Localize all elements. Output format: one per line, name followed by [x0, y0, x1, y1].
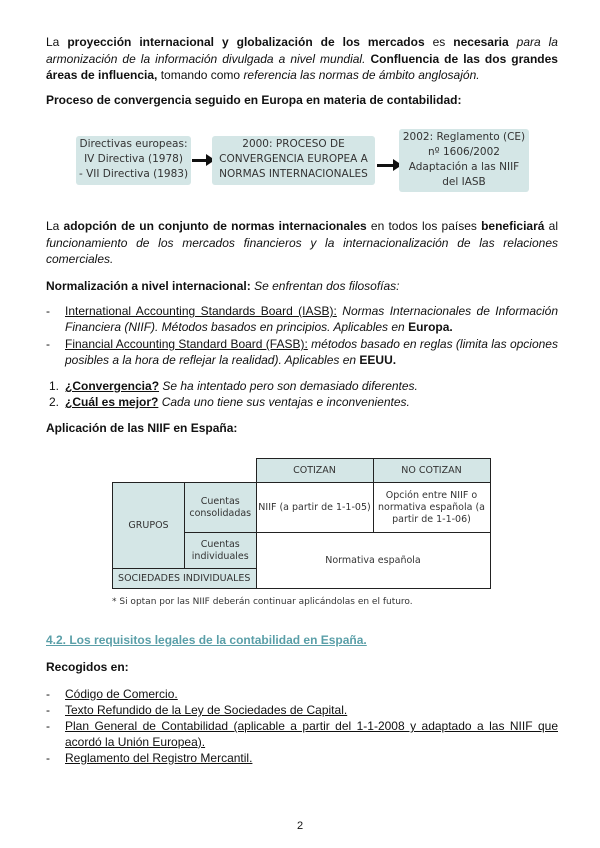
- philosophy-item-fasb: - Financial Accounting Standard Board (FASB): métodos basado en reglas (limita las opciones posibles a la hora de reflejar la realidad). Aplicables en EEUU.: [46, 337, 558, 367]
- philosophy-item-iasb: - International Accounting Standards Board (IASB): Normas Internacionales de Información Financiera (NIIF). Métodos basados en principios. Aplicables en Europa.: [46, 304, 559, 334]
- row-grupos: GRUPOS: [113, 483, 185, 569]
- question-item-2: 2. ¿Cuál es mejor? Cada uno tiene sus ventajas e inconvenientes.: [49, 395, 410, 409]
- cell-opcion: Opción entre NIIF o normativa española (a partir de 1-1-06): [373, 483, 490, 533]
- header-no-cotizan: NO COTIZAN: [373, 459, 490, 483]
- table-footnote: * Si optan por las NIIF deberán continuar aplicándolas en el futuro.: [112, 597, 413, 607]
- law-item: - Reglamento del Registro Mercantil.: [46, 751, 253, 765]
- diagram-arrow-2: [377, 164, 398, 167]
- niif-heading: Aplicación de las NIIF en España:: [46, 421, 238, 435]
- niif-table: [112, 458, 491, 589]
- law-item: - Código de Comercio.: [46, 687, 178, 701]
- empty-cell: [185, 459, 257, 483]
- intro-paragraph: La proyección internacional y globalización de los mercados es necesaria para la armonización de la información divulgada a nivel mundial. Confluencia de las dos grandes áreas de influencia, tomando como referencia las normas de ámbito anglosajón.: [46, 35, 558, 82]
- convergence-heading: Proceso de convergencia seguido en Europa en materia de contabilidad:: [46, 93, 462, 107]
- normalization-line: Normalización a nivel internacional: Se enfrentan dos filosofías:: [46, 279, 400, 293]
- adoption-paragraph: La adopción de un conjunto de normas internacionales en todos los países beneficiará al funcionamiento de los mercados financieros y la internacionalización de las relaciones comerciales.: [46, 219, 558, 266]
- question-item-1: 1. ¿Convergencia? Se ha intentado pero son demasiado diferentes.: [49, 379, 418, 393]
- diagram-arrow-1: [192, 159, 211, 162]
- row-cuentas-consolidadas: Cuentas consolidadas: [185, 483, 257, 533]
- section-title: 4.2. Los requisitos legales de la contabilidad en España.: [46, 633, 367, 647]
- cell-normativa: Normativa española: [256, 533, 490, 589]
- law-item: - Texto Refundido de la Ley de Sociedades de Capital.: [46, 703, 348, 717]
- cell-niif: NIIF (a partir de 1-1-05): [256, 483, 373, 533]
- diagram-box-convergence: 2000: PROCESO DE CONVERGENCIA EUROPEA A NORMAS INTERNACIONALES: [212, 136, 375, 185]
- diagram-box-directives: Directivas europeas: IV Directiva (1978) - VII Directiva (1983): [76, 136, 191, 185]
- diagram-box-regulation: 2002: Reglamento (CE) nº 1606/2002 Adaptación a las NIIF del IASB: [399, 129, 529, 192]
- recogidos-heading: Recogidos en:: [46, 660, 129, 674]
- row-sociedades: SOCIEDADES INDIVIDUALES: [113, 569, 257, 589]
- page-number: 2: [296, 820, 304, 832]
- header-cotizan: COTIZAN: [256, 459, 373, 483]
- empty-cell: [113, 459, 185, 483]
- law-item: - Plan General de Contabilidad (aplicable a partir del 1-1-2008 y adaptado a las NIIF que acordó la Unión Europea).: [46, 719, 558, 749]
- row-cuentas-individuales: Cuentas individuales: [185, 533, 257, 569]
